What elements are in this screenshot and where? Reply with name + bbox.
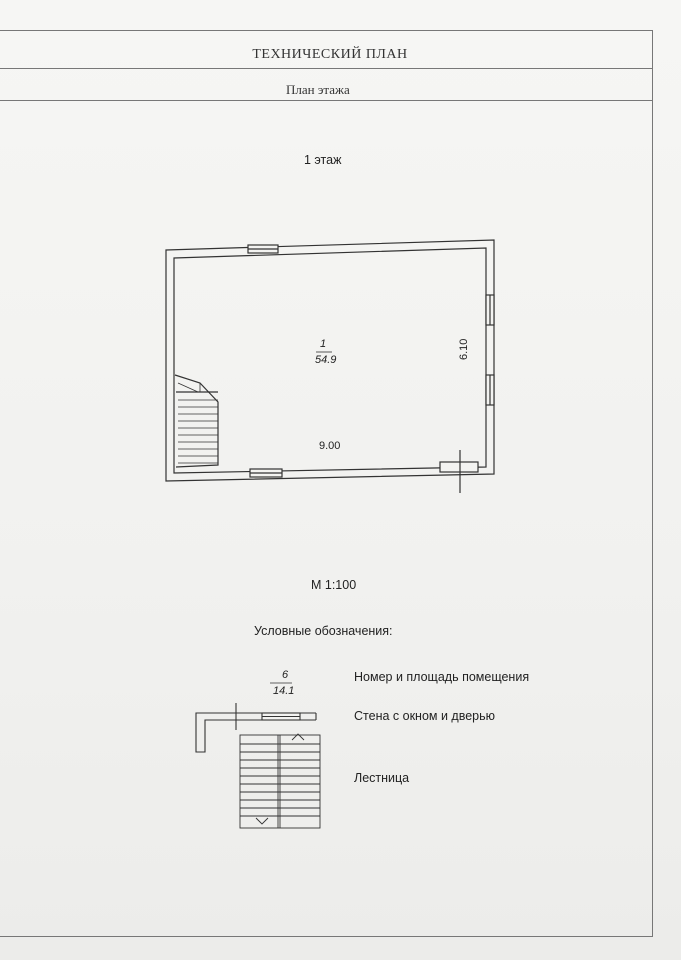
room-number: 1 — [320, 338, 327, 350]
scale-label: М 1:100 — [311, 578, 357, 592]
legend-item-stairs-label: Лестница — [354, 771, 410, 785]
floor-label: 1 этаж — [304, 153, 342, 167]
legend-item-room-label: Номер и площадь помещения — [354, 670, 530, 684]
legend-room-area: 14.1 — [273, 685, 295, 697]
document-subtitle: План этажа — [286, 82, 350, 97]
room-area: 54.9 — [315, 354, 337, 366]
dimension-depth: 6.10 — [458, 338, 470, 360]
legend-room-number: 6 — [282, 669, 289, 681]
legend-stairs-sample — [240, 734, 320, 828]
document-title: ТЕХНИЧЕСКИЙ ПЛАН — [252, 47, 408, 62]
legend-wall-sample — [196, 703, 316, 752]
dimension-width: 9.00 — [319, 440, 341, 452]
legend-item-wall-label: Стена с окном и дверью — [354, 709, 495, 723]
legend-title: Условные обозначения: — [254, 624, 393, 638]
